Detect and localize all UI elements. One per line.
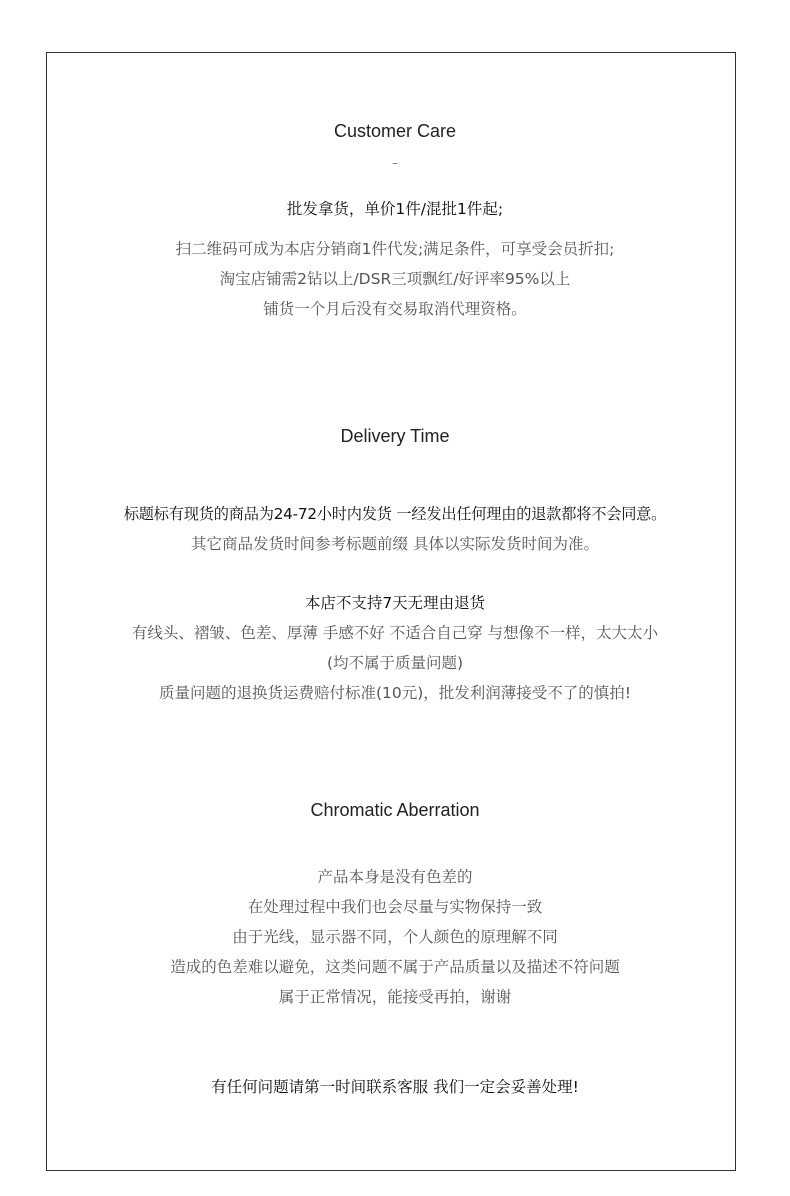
chromatic-line-4: 造成的色差难以避免，这类问题不属于产品质量以及描述不符问题: [170, 958, 620, 976]
chromatic-line-3: 由于光线，显示器不同，个人颜色的原理解不同: [232, 928, 558, 946]
customer-care-subtitle: 批发拿货，单价1件/混批1件起;: [286, 200, 504, 218]
contact-notice: 有任何问题请第一时间联系客服 我们一定会妥善处理!: [211, 1078, 579, 1096]
return-policy-line-3: 质量问题的退换货运费赔付标准(10元)，批发利润薄接受不了的慎拍!: [158, 684, 632, 702]
customer-care-dash: –: [392, 156, 398, 170]
delivery-time-title: Delivery Time: [340, 426, 450, 446]
return-policy-line-1: 有线头、褶皱、色差、厚薄 手感不好 不适合自己穿 与想像不一样，太大太小: [131, 624, 659, 642]
chromatic-line-5: 属于正常情况，能接受再拍，谢谢: [278, 988, 512, 1006]
chromatic-line-1: 产品本身是没有色差的: [317, 868, 473, 886]
customer-care-line-3: 铺货一个月后没有交易取消代理资格。: [263, 300, 527, 318]
customer-care-title: Customer Care: [333, 121, 457, 141]
chromatic-line-2: 在处理过程中我们也会尽量与实物保持一致: [247, 898, 543, 916]
delivery-notice-sub: 其它商品发货时间参考标题前缀 具体以实际发货时间为准。: [191, 535, 599, 553]
delivery-notice: 标题标有现货的商品为24-72小时内发货 一经发出任何理由的退款都将不会同意。: [123, 505, 667, 523]
chromatic-aberration-title: Chromatic Aberration: [310, 800, 480, 820]
return-policy-line-2: (均不属于质量问题): [326, 654, 464, 672]
return-policy-title: 本店不支持7天无理由退货: [304, 594, 486, 612]
customer-care-line-1: 扫二维码可成为本店分销商1件代发;满足条件，可享受会员折扣;: [175, 240, 615, 258]
customer-care-line-2: 淘宝店铺需2钻以上/DSR三项飘红/好评率95%以上: [219, 270, 571, 288]
